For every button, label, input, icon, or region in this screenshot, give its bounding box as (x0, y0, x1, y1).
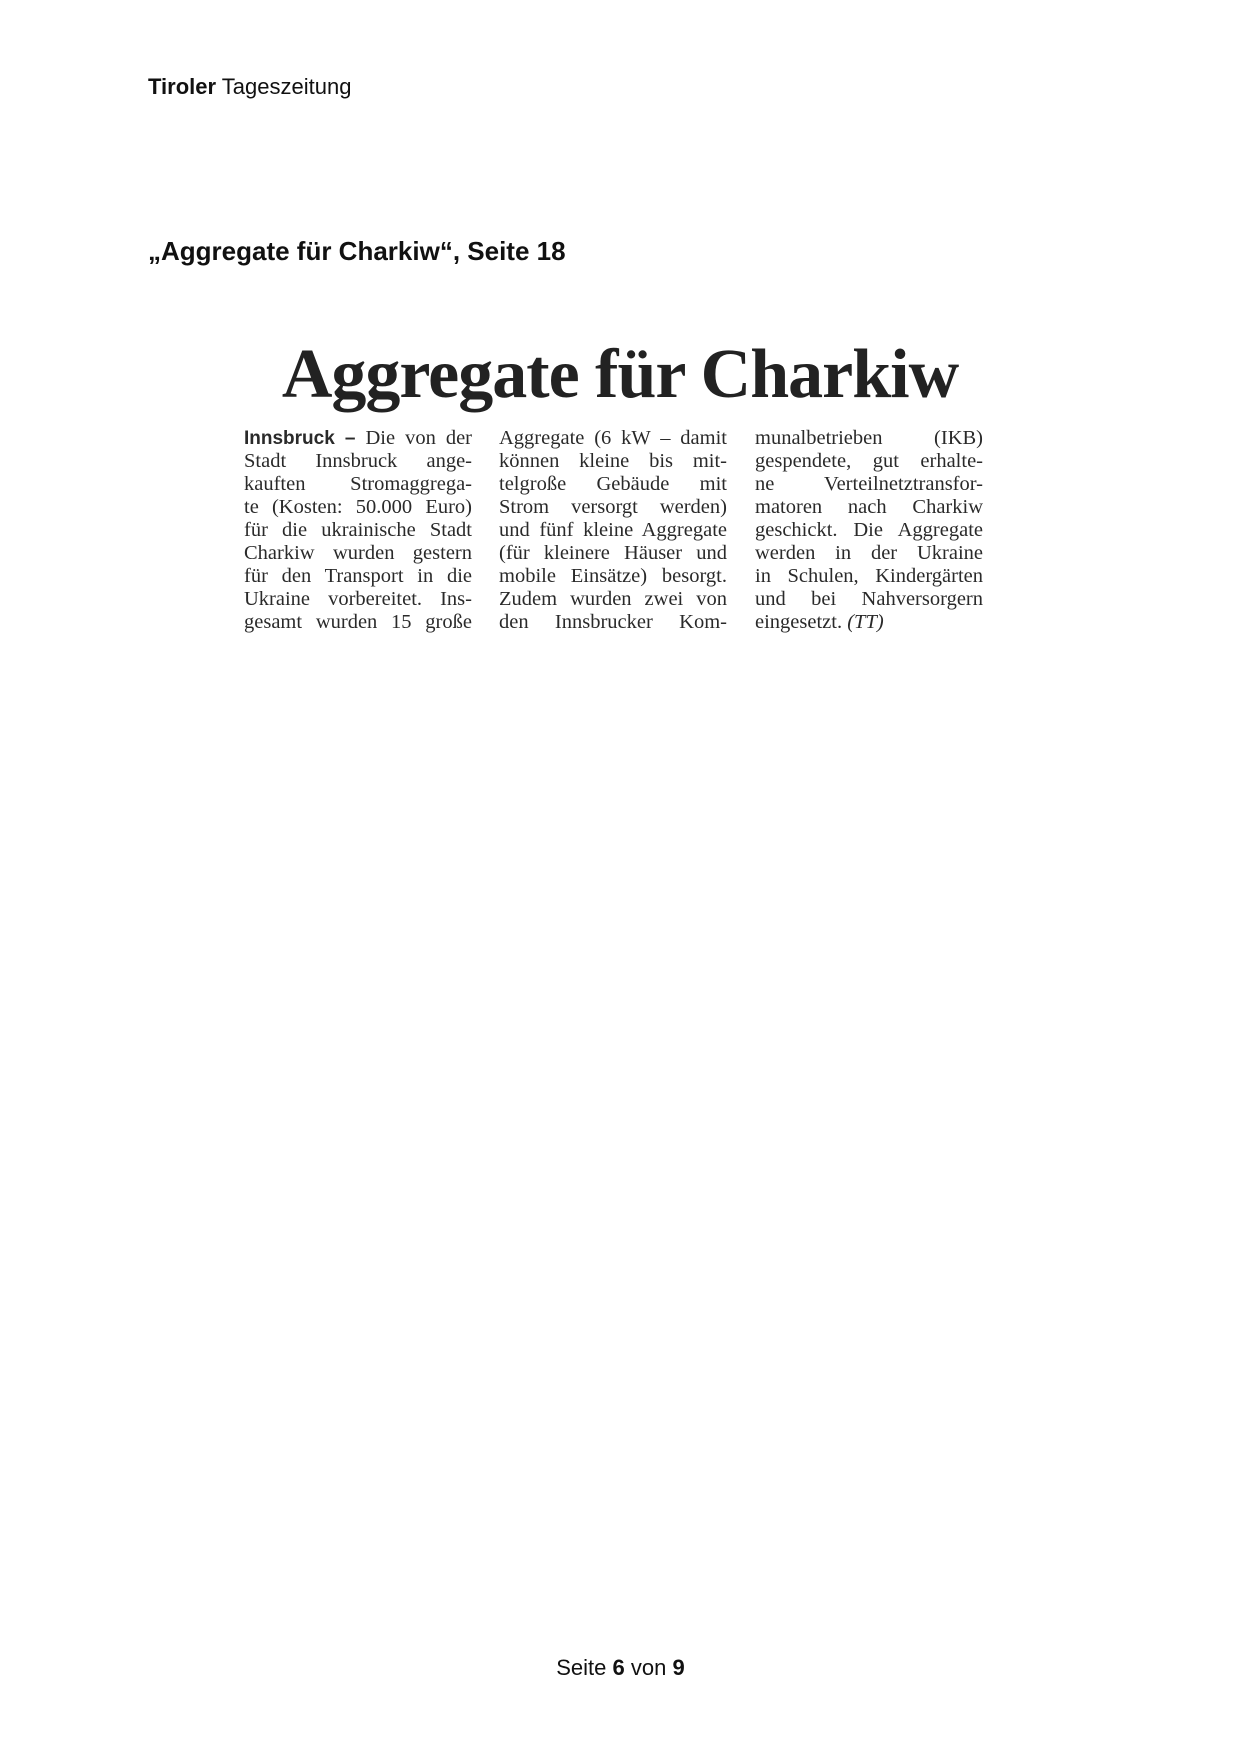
article-line (244, 473, 472, 496)
article-line (244, 519, 472, 542)
article-line (755, 473, 983, 496)
article-line-text: matoren nach Charkiw (755, 496, 983, 518)
article-line (755, 611, 983, 634)
article-line-text: (für kleinere Häuser und (499, 542, 727, 564)
total-pages: 9 (672, 1655, 685, 1680)
article-reference: „Aggregate für Charkiw“, Seite 18 (148, 236, 566, 266)
article-line-text: in Schulen, Kindergärten (755, 565, 983, 587)
article-line-text: Ukraine vorbereitet. Ins- (244, 588, 472, 610)
article-line (499, 450, 727, 473)
article-line (755, 427, 983, 450)
article-column-1 (244, 427, 472, 634)
article-line (755, 565, 983, 588)
article-line-text: eingesetzt. (755, 611, 843, 633)
article-line (244, 450, 472, 473)
publication-name-rest: Tageszeitung (221, 74, 352, 99)
page-of-label: von (630, 1655, 667, 1680)
article-line-text: mobile Einsätze) besorgt. (499, 565, 727, 587)
current-page: 6 (612, 1655, 625, 1680)
article-line-text: gespendete, gut erhalte- (755, 450, 983, 472)
article-line-text: und fünf kleine Aggregate (499, 519, 727, 541)
article-line (755, 450, 983, 473)
article-line-text: werden in der Ukraine (755, 542, 983, 564)
article-line-text: ne Verteilnetztransfor- (755, 473, 983, 495)
article-line-text: und bei Nahversorgern (755, 588, 983, 610)
article-line (499, 473, 727, 496)
article-line (499, 496, 727, 519)
article-line-text: Zudem wurden zwei von (499, 588, 727, 610)
article-line (244, 542, 472, 565)
article-line (244, 588, 472, 611)
article-line-text: geschickt. Die Aggregate (755, 519, 983, 541)
article-line-text: für die ukrainische Stadt (244, 519, 472, 541)
article-line (755, 519, 983, 542)
article-line-text: Die von der (365, 427, 472, 449)
article-line (499, 427, 727, 450)
article-line (755, 588, 983, 611)
article-line-text: kauften Stromaggrega- (244, 473, 472, 495)
article-line-text: gesamt wurden 15 große (244, 611, 472, 633)
article-line-text: te (Kosten: 50.000 Euro) (244, 496, 472, 518)
article-line (244, 611, 472, 634)
article-body (230, 427, 1010, 657)
article-line-text: für den Transport in die (244, 565, 472, 587)
article-line-text: den Innsbrucker Kom- (499, 611, 727, 633)
article-line (244, 496, 472, 519)
article-line (244, 427, 472, 450)
article-line-text: Stadt Innsbruck ange- (244, 450, 472, 472)
article-line (244, 565, 472, 588)
article-line-text: können kleine bis mit- (499, 450, 727, 472)
article-line (499, 542, 727, 565)
article-headline: Aggregate für Charkiw (281, 336, 959, 413)
article-line-text: munalbetrieben (IKB) (755, 427, 983, 449)
publication-name-bold: Tiroler (148, 74, 217, 99)
article-column-2 (499, 427, 727, 634)
article-line-text: Charkiw wurden gestern (244, 542, 472, 564)
article-line (499, 588, 727, 611)
article-dateline: Innsbruck – (244, 428, 356, 449)
publication-header (148, 74, 351, 100)
article-line (499, 519, 727, 542)
article-column-3 (755, 427, 983, 634)
article-line (755, 542, 983, 565)
article-clipping (230, 335, 1010, 657)
article-line (499, 611, 727, 634)
page-label: Seite (556, 1655, 607, 1680)
article-line-text: telgroße Gebäude mit (499, 473, 727, 495)
article-line-text: Aggregate (6 kW – damit (499, 427, 727, 449)
article-line (755, 496, 983, 519)
article-signature: (TT) (847, 611, 884, 633)
article-line (499, 565, 727, 588)
article-line-text: Strom versorgt werden) (499, 496, 727, 518)
page-number (0, 1655, 1241, 1681)
